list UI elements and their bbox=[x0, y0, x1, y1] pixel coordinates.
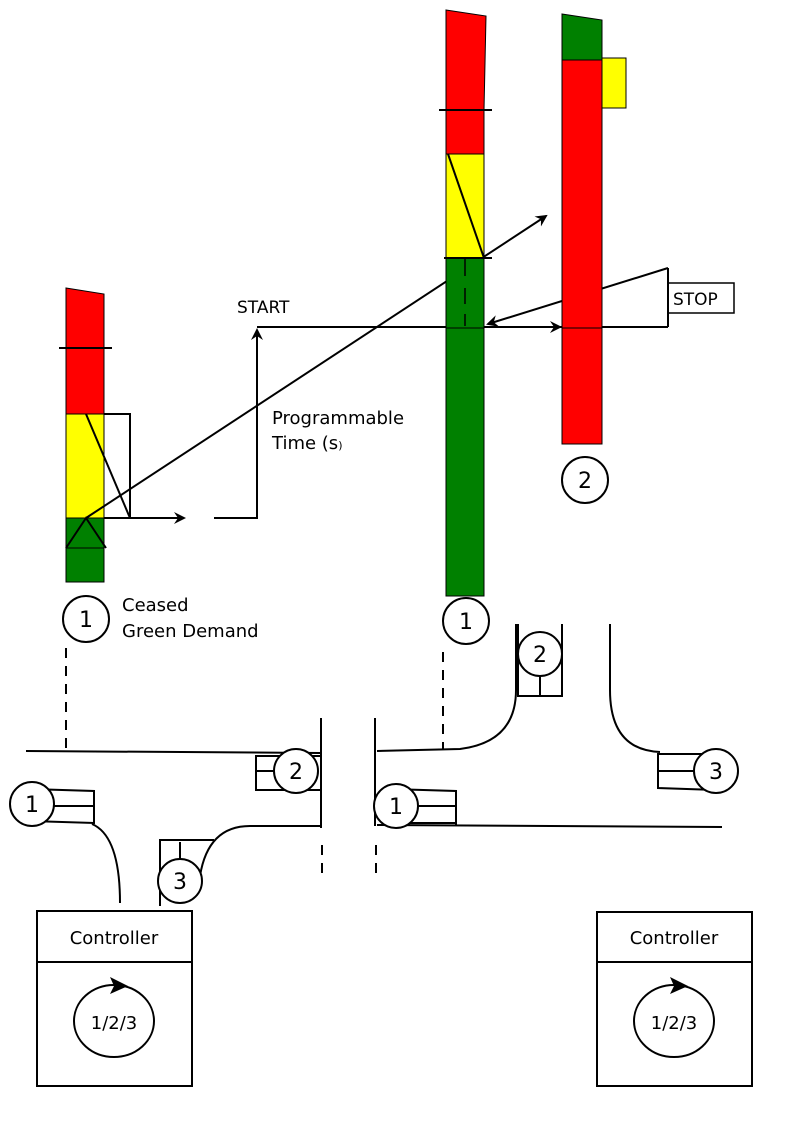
center-signal-bar bbox=[439, 10, 492, 596]
svg-text:1: 1 bbox=[389, 795, 403, 820]
svg-text:1: 1 bbox=[79, 608, 93, 633]
center-bar-red bbox=[446, 110, 484, 154]
right-junction bbox=[374, 624, 738, 880]
start-label: START bbox=[237, 298, 290, 318]
right-road-top bbox=[377, 690, 516, 751]
right-corner-curve bbox=[610, 690, 660, 752]
left-controller bbox=[37, 911, 192, 1086]
right-bar-red bbox=[562, 60, 602, 328]
right-bar-yellow-tab bbox=[602, 58, 626, 108]
right-road-lower bbox=[377, 825, 722, 827]
left-junction-phase-3 bbox=[158, 859, 202, 903]
left-junction-phase-2 bbox=[274, 749, 318, 793]
right-junction-phase-3 bbox=[694, 749, 738, 793]
svg-text:2: 2 bbox=[578, 469, 592, 494]
svg-text:3: 3 bbox=[709, 760, 723, 785]
left-controller-cycle: 1/2/3 bbox=[90, 1013, 138, 1034]
left-junction-phase-1 bbox=[10, 782, 54, 826]
right-junction-phase-1 bbox=[374, 784, 418, 828]
left-bar-red bbox=[66, 348, 104, 414]
programmable-time-line1: Programmable bbox=[272, 408, 405, 429]
right-signal-phase-marker bbox=[562, 457, 608, 503]
right-bar-red-lower bbox=[562, 328, 602, 444]
center-signal-phase-marker bbox=[443, 598, 489, 644]
center-bar-red-top bbox=[446, 10, 486, 110]
left-bar-green-lower bbox=[66, 548, 104, 582]
right-controller bbox=[597, 912, 752, 1086]
stop-label: STOP bbox=[673, 290, 718, 310]
left-signal-bar bbox=[59, 288, 130, 582]
right-bar-green-top bbox=[562, 14, 602, 60]
programmable-time-arrow bbox=[214, 330, 257, 518]
left-corner-curve-a bbox=[92, 824, 120, 903]
ceased-line1: Ceased bbox=[122, 595, 189, 616]
right-controller-title: Controller bbox=[629, 928, 719, 949]
center-bar-green bbox=[446, 328, 484, 596]
left-controller-title: Controller bbox=[69, 928, 159, 949]
right-junction-phase-2 bbox=[518, 632, 562, 676]
left-corner-curve-b bbox=[200, 826, 250, 876]
programmable-time-line2: Time (s) bbox=[272, 433, 343, 454]
left-road-top bbox=[26, 751, 320, 753]
right-controller-cycle: 1/2/3 bbox=[650, 1013, 698, 1034]
svg-text:2: 2 bbox=[533, 643, 547, 668]
left-bar-red-top bbox=[66, 288, 104, 348]
left-bar-yellow bbox=[66, 414, 104, 518]
ceased-line2: Green Demand bbox=[122, 621, 259, 642]
svg-text:1: 1 bbox=[25, 793, 39, 818]
left-junction bbox=[10, 718, 322, 906]
svg-text:1: 1 bbox=[459, 610, 473, 635]
right-signal-bar bbox=[562, 14, 626, 444]
left-signal-phase-marker bbox=[63, 596, 109, 642]
svg-text:3: 3 bbox=[173, 870, 187, 895]
svg-text:2: 2 bbox=[289, 760, 303, 785]
left-bar-green bbox=[66, 518, 104, 548]
